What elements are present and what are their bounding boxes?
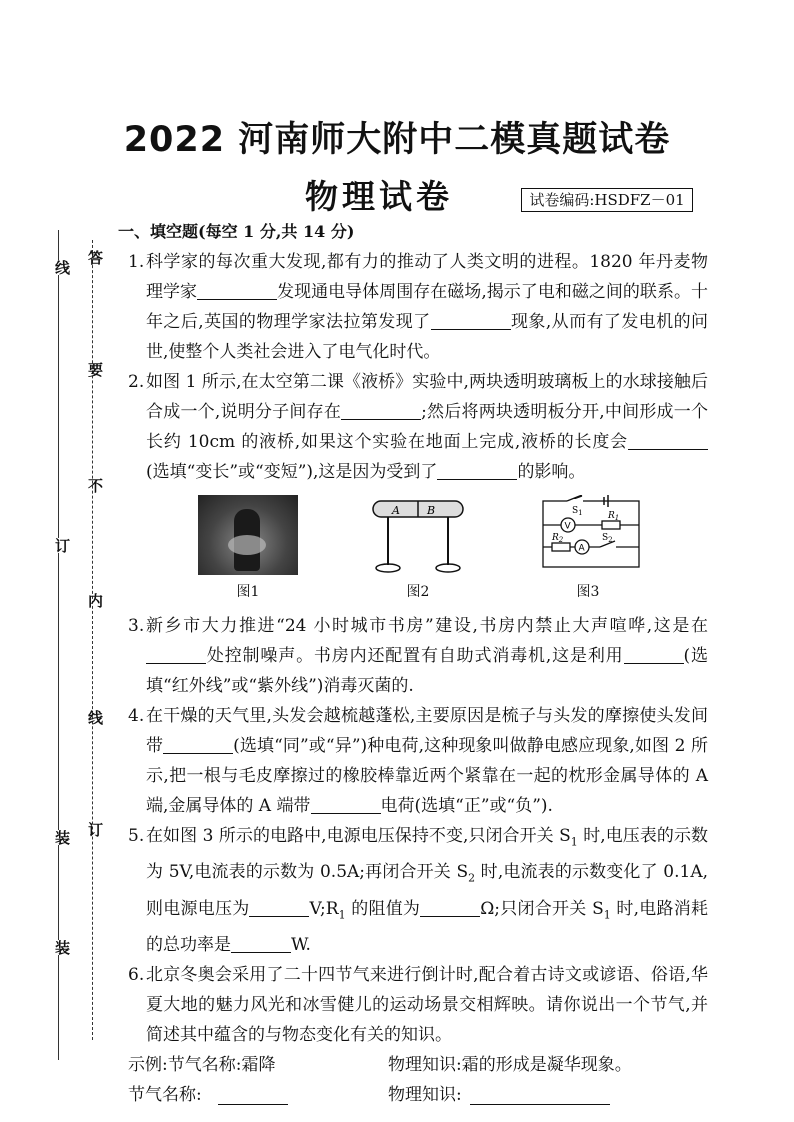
figure-2: [368, 495, 468, 600]
margin-char: 要: [86, 362, 104, 377]
answer-blank[interactable]: [341, 399, 421, 420]
answer-blank[interactable]: [437, 459, 517, 480]
question-number: 1.: [128, 252, 145, 272]
r2-label: R: [552, 533, 559, 543]
liquid-bridge-photo: [198, 495, 298, 575]
answer-blank[interactable]: [624, 643, 684, 664]
answer-blank[interactable]: [628, 429, 708, 450]
question-text: 时,电流表的示数变化了 0.1A,则电源电压为: [146, 862, 708, 919]
circuit-diagram: [538, 495, 648, 579]
svg-text:S2: $S_2$: [602, 533, 613, 544]
question-number: 4.: [128, 706, 145, 726]
voltmeter-label: V: [564, 521, 571, 532]
question-5: 5. 在如图 3 所示的电路中,电源电压保持不变,只闭合开关 $S_1$ 时,电压表的示数为 5V,电流表的示数为 0.5A;再闭合开关 $S_2$ 时,电流表的示数变化了 0.1A,则电源电压为 $V;R_1$ 的阻值为 Ω;只闭合开关 $S_1$ 时,电路消耗的总功率是 W.: [118, 821, 708, 960]
answer-knowledge-blank[interactable]: [470, 1084, 610, 1105]
answer-blank[interactable]: [420, 896, 480, 917]
question-text: 在干燥的天气里,头发会越梳越蓬松,主要原因是梳子与头发的摩擦使头发间带: [146, 706, 708, 756]
cut-line: [92, 240, 93, 1040]
svg-text:S1: $S_1$: [572, 506, 583, 517]
figure-1: [198, 495, 298, 600]
figure-caption: 图1: [236, 584, 260, 600]
question-2: [118, 367, 708, 487]
example-knowledge: 物理知识:霜的形成是凝华现象。: [388, 1055, 632, 1076]
question-text: 在如图 3 所示的电路中,电源电压保持不变,只闭合开关 S: [146, 826, 571, 846]
question-4: [118, 701, 708, 821]
margin-label: 装: [53, 830, 71, 845]
question-text: 时,电压表的示数为 5V,电流表的示数为 0.5A;再闭合开关 S: [146, 826, 708, 883]
answer-season-label: 节气名称:: [128, 1085, 202, 1106]
question-text: 时,电路消耗的总功率是: [146, 898, 709, 956]
question-text: Ω;只闭合开关 S: [480, 898, 604, 919]
binding-margin: [0, 0, 110, 1122]
answer-blank[interactable]: [311, 793, 381, 814]
figures-row: [118, 495, 708, 607]
answer-blank[interactable]: [146, 643, 206, 664]
question-number: 6.: [128, 965, 145, 986]
s2-label: S: [602, 533, 609, 543]
figure-caption: 图3: [576, 584, 600, 600]
margin-char: 答: [86, 250, 104, 265]
margin-label: 装: [53, 940, 71, 955]
margin-char: 内: [86, 593, 104, 608]
margin-char: 线: [86, 710, 104, 725]
svg-text:R1: $R_1$: [608, 511, 620, 522]
margin-label: 线: [53, 260, 71, 275]
answer-blank[interactable]: [249, 896, 309, 917]
exam-title: 2022 河南师大附中二模真题试卷: [123, 120, 671, 160]
subject-title: 物理试卷: [305, 177, 453, 216]
question-text: 新乡市大力推进“24 小时城市书房”建设,书房内禁止大声喧哗,这是在: [146, 616, 708, 636]
question-text: 北京冬奥会采用了二十四节气来进行倒计时,配合着古诗文或谚语、俗语,华夏大地的魅力风光和冰雪健儿的运动场景交相辉映。请你说出一个节气,并简述其中蕴含的与物态变化有关的知识。: [146, 965, 708, 1046]
figure-3: [538, 495, 648, 600]
question-text: (选填“红外线”或“紫外线”)消毒灭菌的.: [146, 646, 708, 696]
r1-label: R: [608, 511, 615, 521]
margin-label: 订: [53, 538, 71, 553]
margin-char: 不: [86, 478, 104, 493]
question-text: 科学家的每次重大发现,都有力的推动了人类文明的进程。1820 年丹麦物理学家: [146, 252, 708, 302]
answer-knowledge-label: 物理知识:: [388, 1085, 462, 1106]
question-text: 现象,从而有了发电机的问世,使整个人类社会进入了电气化时代。: [146, 312, 709, 362]
binding-line: [58, 230, 59, 1060]
question-text: ;然后将两块透明板分开,中间形成一个长约 10cm 的液桥,如果这个实验在地面上完成,液桥的长度会: [146, 402, 708, 452]
question-text: 发现通电导体周围存在磁场,揭示了电和磁之间的联系。十年之后,英国的物理学家法拉第发现了: [146, 282, 708, 332]
figure-caption: 图2: [406, 584, 430, 600]
question-number: 5.: [128, 826, 145, 846]
margin-char: 订: [86, 822, 104, 837]
section-heading: 一、填空题(每空 1 分,共 14 分): [118, 222, 355, 241]
s1-label: S: [572, 506, 579, 516]
label-b: B: [427, 504, 436, 517]
question-text: V;R: [309, 898, 339, 919]
question-text: 处控制噪声。书房内还配置有自助式消毒机,这是利用: [206, 646, 624, 666]
question-area: [118, 217, 708, 1110]
question-text: (选填“同”或“异”)种电荷,这种现象叫做静电感应现象,如图 2 所示,把一根与毛皮摩擦过的橡胶棒靠近两个紧靠在一起的枕形金属导体的 A 端,金属导体的 A 端带: [146, 736, 709, 816]
question-text: (选填“变长”或“变短”),这是因为受到了: [146, 462, 438, 482]
paper-code: 试卷编码:HSDFZ－01: [521, 188, 693, 212]
answer-blank[interactable]: [163, 733, 233, 754]
answer-row: [118, 1080, 708, 1110]
question-6: [118, 960, 708, 1050]
label-a: A: [392, 504, 400, 517]
svg-text:R2: $R_2$: [552, 533, 564, 544]
question-text: 的阻值为: [345, 898, 421, 919]
question-number: 2.: [128, 372, 145, 392]
question-text: 如图 1 所示,在太空第二课《液桥》实验中,两块透明玻璃板上的水球接触后合成一个,说明分子间存在: [146, 372, 708, 422]
answer-season-blank[interactable]: [218, 1084, 288, 1105]
answer-blank[interactable]: [197, 279, 277, 300]
example-row: [118, 1050, 708, 1080]
conductor-diagram: [368, 495, 468, 579]
answer-blank[interactable]: [431, 309, 511, 330]
question-text: W.: [291, 935, 311, 956]
question-text: 的影响。: [517, 462, 586, 482]
question-text: 电荷(选填“正”或“负”).: [380, 796, 553, 816]
question-1: [118, 247, 708, 367]
question-3: [118, 611, 708, 701]
ammeter-label: A: [578, 543, 585, 554]
question-number: 3.: [128, 616, 145, 636]
answer-blank[interactable]: [231, 932, 291, 953]
example-season: 示例:节气名称:霜降: [128, 1055, 276, 1076]
